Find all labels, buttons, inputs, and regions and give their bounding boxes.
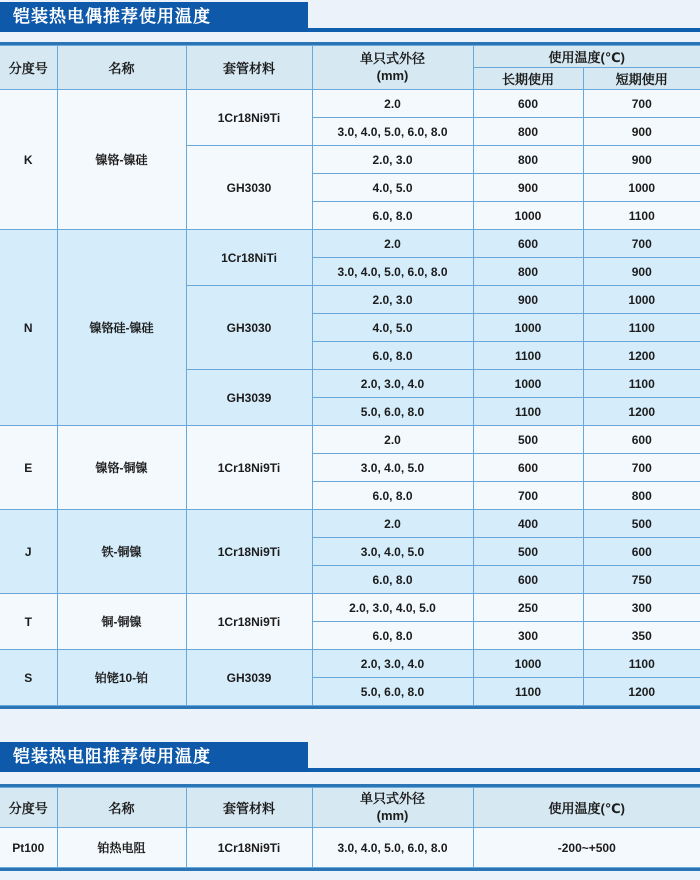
diameter-cell: 3.0, 4.0, 5.0 [312, 538, 473, 566]
short-term-cell: 350 [583, 622, 700, 650]
header-long-term: 长期使用 [473, 68, 583, 90]
long-term-cell: 600 [473, 90, 583, 118]
name-cell: 铂热电阻 [57, 828, 186, 868]
diameter-cell: 2.0, 3.0 [312, 146, 473, 174]
code-cell: Pt100 [0, 828, 57, 868]
header-material: 套管材料 [186, 46, 312, 90]
thermocouple-table-wrap [0, 42, 700, 709]
diameter-cell: 3.0, 4.0, 5.0, 6.0, 8.0 [312, 258, 473, 286]
header-code: 分度号 [0, 788, 57, 828]
diameter-cell: 6.0, 8.0 [312, 566, 473, 594]
short-term-cell: 1000 [583, 286, 700, 314]
section-K [0, 90, 700, 230]
material-cell: GH3030 [186, 146, 312, 230]
long-term-cell: 800 [473, 258, 583, 286]
diameter-cell: 4.0, 5.0 [312, 174, 473, 202]
header-diameter-line2: (mm) [376, 807, 409, 823]
thermocouple-title-bar [0, 2, 700, 32]
short-term-cell: 700 [583, 230, 700, 258]
diameter-cell: 2.0 [312, 426, 473, 454]
short-term-cell: 600 [583, 538, 700, 566]
long-term-cell: 400 [473, 510, 583, 538]
long-term-cell: 800 [473, 146, 583, 174]
short-term-cell: 900 [583, 146, 700, 174]
long-term-cell: 800 [473, 118, 583, 146]
table-row [0, 828, 700, 868]
long-term-cell: 700 [473, 482, 583, 510]
diameter-cell: 2.0, 3.0, 4.0 [312, 370, 473, 398]
header-diameter-line2: (mm) [376, 67, 409, 83]
long-term-cell: 900 [473, 286, 583, 314]
header-code: 分度号 [0, 46, 57, 90]
table-row [0, 650, 700, 678]
name-cell: 铜-铜镍 [57, 594, 186, 650]
diameter-cell: 6.0, 8.0 [312, 482, 473, 510]
diameter-cell: 2.0 [312, 230, 473, 258]
rtd-table [0, 787, 700, 868]
long-term-cell: 1000 [473, 650, 583, 678]
material-cell: 1Cr18Ni9Ti [186, 90, 312, 146]
diameter-cell: 6.0, 8.0 [312, 202, 473, 230]
short-term-cell: 750 [583, 566, 700, 594]
long-term-cell: 1000 [473, 202, 583, 230]
material-cell: 1Cr18Ni9Ti [186, 426, 312, 510]
name-cell: 铁-铜镍 [57, 510, 186, 594]
header-name: 名称 [57, 46, 186, 90]
diameter-cell: 6.0, 8.0 [312, 342, 473, 370]
material-cell: 1Cr18Ni9Ti [186, 510, 312, 594]
code-cell: K [0, 90, 57, 230]
short-term-cell: 1100 [583, 650, 700, 678]
short-term-cell: 1200 [583, 678, 700, 706]
header-diameter-line1: 单只式外径 [359, 791, 425, 807]
long-term-cell: 900 [473, 174, 583, 202]
name-cell: 镍铬-铜镍 [57, 426, 186, 510]
diameter-cell: 3.0, 4.0, 5.0, 6.0, 8.0 [312, 828, 473, 868]
short-term-cell: 900 [583, 258, 700, 286]
temperature-range-cell: -200~+500 [473, 828, 700, 868]
header-diameter-line1: 单只式外径 [359, 51, 425, 67]
long-term-cell: 1100 [473, 678, 583, 706]
header-name: 名称 [57, 788, 186, 828]
short-term-cell: 700 [583, 454, 700, 482]
diameter-cell: 5.0, 6.0, 8.0 [312, 398, 473, 426]
short-term-cell: 900 [583, 118, 700, 146]
title-rule [308, 768, 700, 772]
code-cell: S [0, 650, 57, 706]
code-cell: J [0, 510, 57, 594]
long-term-cell: 1000 [473, 370, 583, 398]
table-row [0, 426, 700, 454]
name-cell: 镍铬硅-镍硅 [57, 230, 186, 426]
short-term-cell: 800 [583, 482, 700, 510]
header-temperature: 使用温度(℃) [473, 788, 700, 828]
long-term-cell: 250 [473, 594, 583, 622]
short-term-cell: 1100 [583, 314, 700, 342]
diameter-cell: 2.0, 3.0, 4.0, 5.0 [312, 594, 473, 622]
header-diameter [312, 46, 473, 90]
material-cell: 1Cr18Ni9Ti [186, 828, 312, 868]
table-row [0, 90, 700, 118]
section-N [0, 230, 700, 426]
short-term-cell: 700 [583, 90, 700, 118]
long-term-cell: 500 [473, 538, 583, 566]
short-term-cell: 300 [583, 594, 700, 622]
long-term-cell: 300 [473, 622, 583, 650]
diameter-cell: 5.0, 6.0, 8.0 [312, 678, 473, 706]
table-row [0, 510, 700, 538]
rtd-title: 铠装热电阻推荐使用温度 [0, 742, 308, 772]
material-cell: 1Cr18NiTi [186, 230, 312, 286]
diameter-cell: 2.0 [312, 510, 473, 538]
diameter-cell: 2.0, 3.0 [312, 286, 473, 314]
short-term-cell: 500 [583, 510, 700, 538]
name-cell: 铂铑10-铂 [57, 650, 186, 706]
material-cell: GH3039 [186, 650, 312, 706]
diameter-cell: 6.0, 8.0 [312, 622, 473, 650]
short-term-cell: 1200 [583, 342, 700, 370]
rtd-title-bar [0, 742, 700, 772]
diameter-cell: 3.0, 4.0, 5.0, 6.0, 8.0 [312, 118, 473, 146]
long-term-cell: 1000 [473, 314, 583, 342]
long-term-cell: 1100 [473, 398, 583, 426]
code-cell: N [0, 230, 57, 426]
short-term-cell: 1100 [583, 202, 700, 230]
short-term-cell: 1000 [583, 174, 700, 202]
diameter-cell: 4.0, 5.0 [312, 314, 473, 342]
table-row [0, 230, 700, 258]
short-term-cell: 1200 [583, 398, 700, 426]
section-J [0, 510, 700, 594]
table-row [0, 594, 700, 622]
long-term-cell: 600 [473, 454, 583, 482]
header-short-term: 短期使用 [583, 68, 700, 90]
section-S [0, 650, 700, 706]
section-E [0, 426, 700, 510]
long-term-cell: 500 [473, 426, 583, 454]
thermocouple-title: 铠装热电偶推荐使用温度 [0, 2, 308, 32]
thermocouple-table [0, 45, 700, 706]
short-term-cell: 1100 [583, 370, 700, 398]
rtd-table-wrap [0, 784, 700, 871]
long-term-cell: 1100 [473, 342, 583, 370]
material-cell: GH3030 [186, 286, 312, 370]
code-cell: E [0, 426, 57, 510]
section-T [0, 594, 700, 650]
title-rule [308, 28, 700, 32]
diameter-cell: 3.0, 4.0, 5.0 [312, 454, 473, 482]
material-cell: 1Cr18Ni9Ti [186, 594, 312, 650]
header-temperature: 使用温度(℃) [473, 46, 700, 68]
long-term-cell: 600 [473, 230, 583, 258]
material-cell: GH3039 [186, 370, 312, 426]
header-material: 套管材料 [186, 788, 312, 828]
diameter-cell: 2.0, 3.0, 4.0 [312, 650, 473, 678]
header-diameter [312, 788, 473, 828]
short-term-cell: 600 [583, 426, 700, 454]
long-term-cell: 600 [473, 566, 583, 594]
diameter-cell: 2.0 [312, 90, 473, 118]
name-cell: 镍铬-镍硅 [57, 90, 186, 230]
code-cell: T [0, 594, 57, 650]
